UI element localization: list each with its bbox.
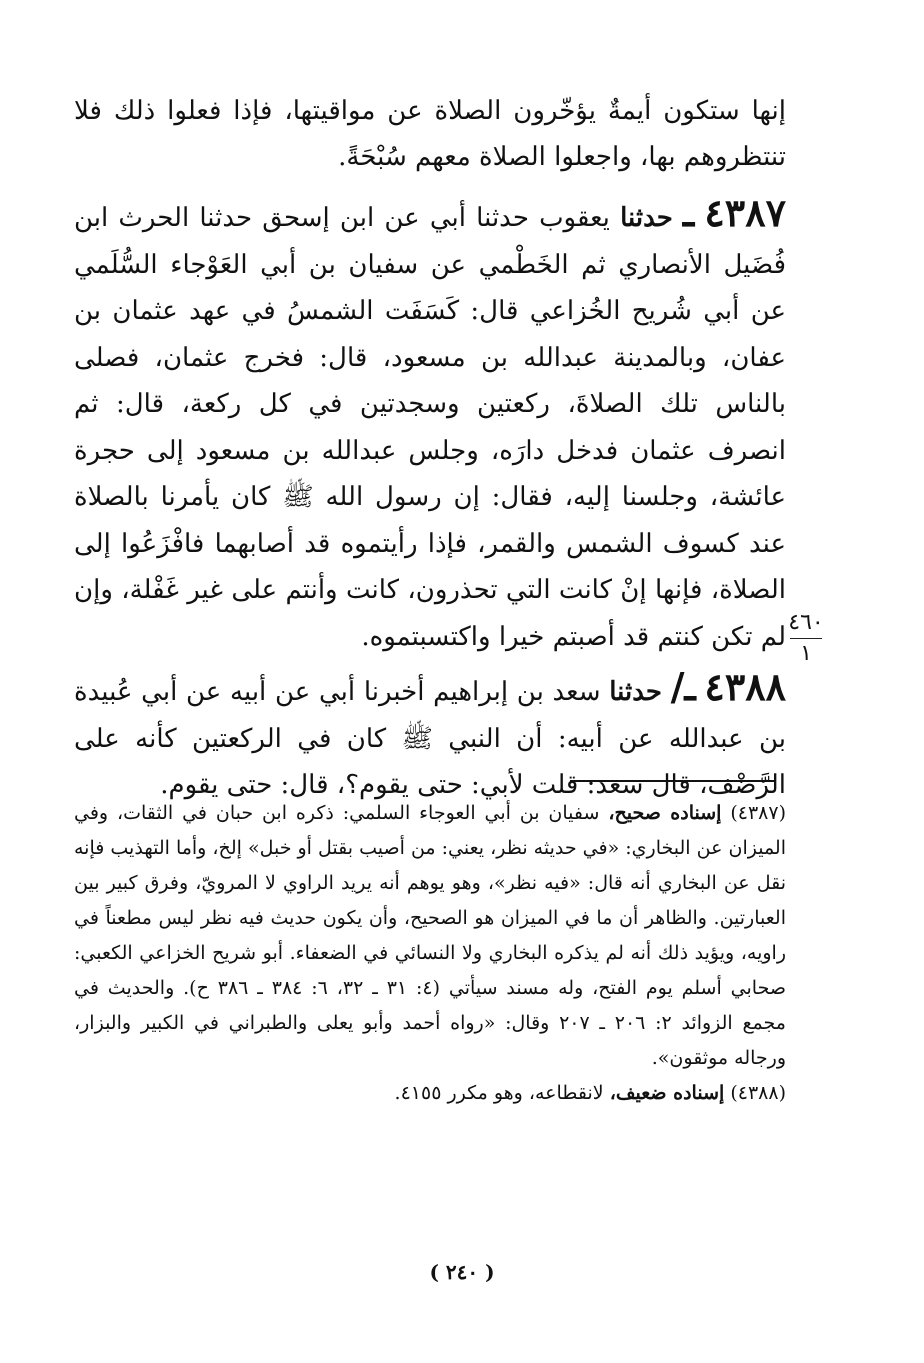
footnote-text: سفيان بن أبي العوجاء السلمي: ذكره ابن حبان في الثقات، وفي الميزان عن البخاري: «في حديثه نظر، يعني: من أصيب بقتل أو خبل» إلخ، وأما التهذيب فإنه نقل عن البخاري أنه قال: «فيه نظر»، وهو يوهم أنه يريد الراوي لا المرويّ، وفرق كبير بين العبارتين. والظاهر أن ما في الميزان هو الصحيح، وأن يكون حديث فيه نظر ليس مطعناً في راويه، ويؤيد ذلك أنه لم يذكره البخاري ولا النسائي في الضعفاء. أبو شريح الخزاعي الكعبي: صحابي أسلم يوم الفتح، وله مسند سيأتي (٤: ٣١ ـ ٣٢، ٦: ٣٨٤ ـ ٣٨٦ ح). والحديث في مجمع الزوائد ٢: ٢٠٦ ـ ٢٠٧ وقال: «رواه أحمد وأبو يعلى والطبراني في الكبير والبزار، ورجاله موثقون». <box>74 802 786 1069</box>
footnote-text: لانقطاعه، وهو مكرر ٤١٥٥. <box>394 1082 604 1104</box>
hadith-dash: ـ/ <box>670 664 696 709</box>
hadith-4388 <box>74 664 786 809</box>
hadith-number: ٤٣٨٧ <box>704 190 787 235</box>
footnote-4388 <box>74 1076 786 1111</box>
footnote-label: إسناده صحيح، <box>608 802 722 824</box>
footnote-4387 <box>74 796 786 1076</box>
footnote-ref: (٤٣٨٧) <box>730 802 787 824</box>
intro-paragraph <box>74 88 786 180</box>
footnote-ref: (٤٣٨٨) <box>730 1082 786 1104</box>
margin-reference-page: ١ <box>800 641 812 666</box>
hadith-dash: ـ <box>683 190 695 235</box>
hadith-lead-word: حدثنا <box>620 203 673 233</box>
margin-reference-divider <box>790 638 822 639</box>
main-text <box>74 88 786 809</box>
intro-text: إنها ستكون أيمةٌ يؤخّرون الصلاة عن مواقيتها، فإذا فعلوا ذلك فلا تنتظروهم بها، واجعلوا الصلاة معهم سُبْحَةً. <box>74 96 786 172</box>
footnote-separator <box>570 780 776 782</box>
hadith-lead-word: حدثنا <box>609 677 662 707</box>
hadith-text: يعقوب حدثنا أبي عن ابن إسحق حدثنا الحرث ابن فُضَيل الأنصاري ثم الخَطْمي عن سفيان بن أبي العَوْجاء السُّلَمي عن أبي شُريح الخُزاعي قال: كَسَفَت الشمسُ في عهد عثمان بن عفان، وبالمدينة عبدالله بن مسعود، قال: فخرج عثمان، فصلى بالناس تلك الصلاةَ، ركعتين وسجدتين في كل ركعة، قال: ثم انصرف عثمان فدخل دارَه، وجلس عبدالله بن مسعود إلى حجرة عائشة، وجلسنا إليه، فقال: إن رسول الله ﷺ كان يأمرنا بالصلاة عند كسوف الشمس والقمر، فإذا رأيتموه قد أصابهما فافْزَعُوا إلى الصلاة، فإنها إنْ كانت التي تحذرون، كانت وأنتم على غير غَفْلة، وإن لم تكن كنتم قد أصبتم خيرا واكتسبتموه. <box>74 203 786 652</box>
margin-reference-volume: ٤٦٠ <box>788 610 824 635</box>
margin-reference <box>784 610 828 667</box>
footnotes <box>74 796 786 1111</box>
hadith-number: ٤٣٨٨ <box>704 664 787 709</box>
footnote-label: إسناده ضعيف، <box>609 1082 725 1104</box>
hadith-text: سعد بن إبراهيم أخبرنا أبي عن أبيه عن أبي عُبيدة بن عبدالله عن أبيه: أن النبي ﷺ كان في الركعتين كأنه على الرَّضْف، قال سعد: قلت لأبي: حتى يقوم؟، قال: حتى يقوم. <box>74 677 786 800</box>
page-number: ( ٢٤٠ ) <box>429 1260 495 1284</box>
hadith-4387 <box>74 190 786 660</box>
